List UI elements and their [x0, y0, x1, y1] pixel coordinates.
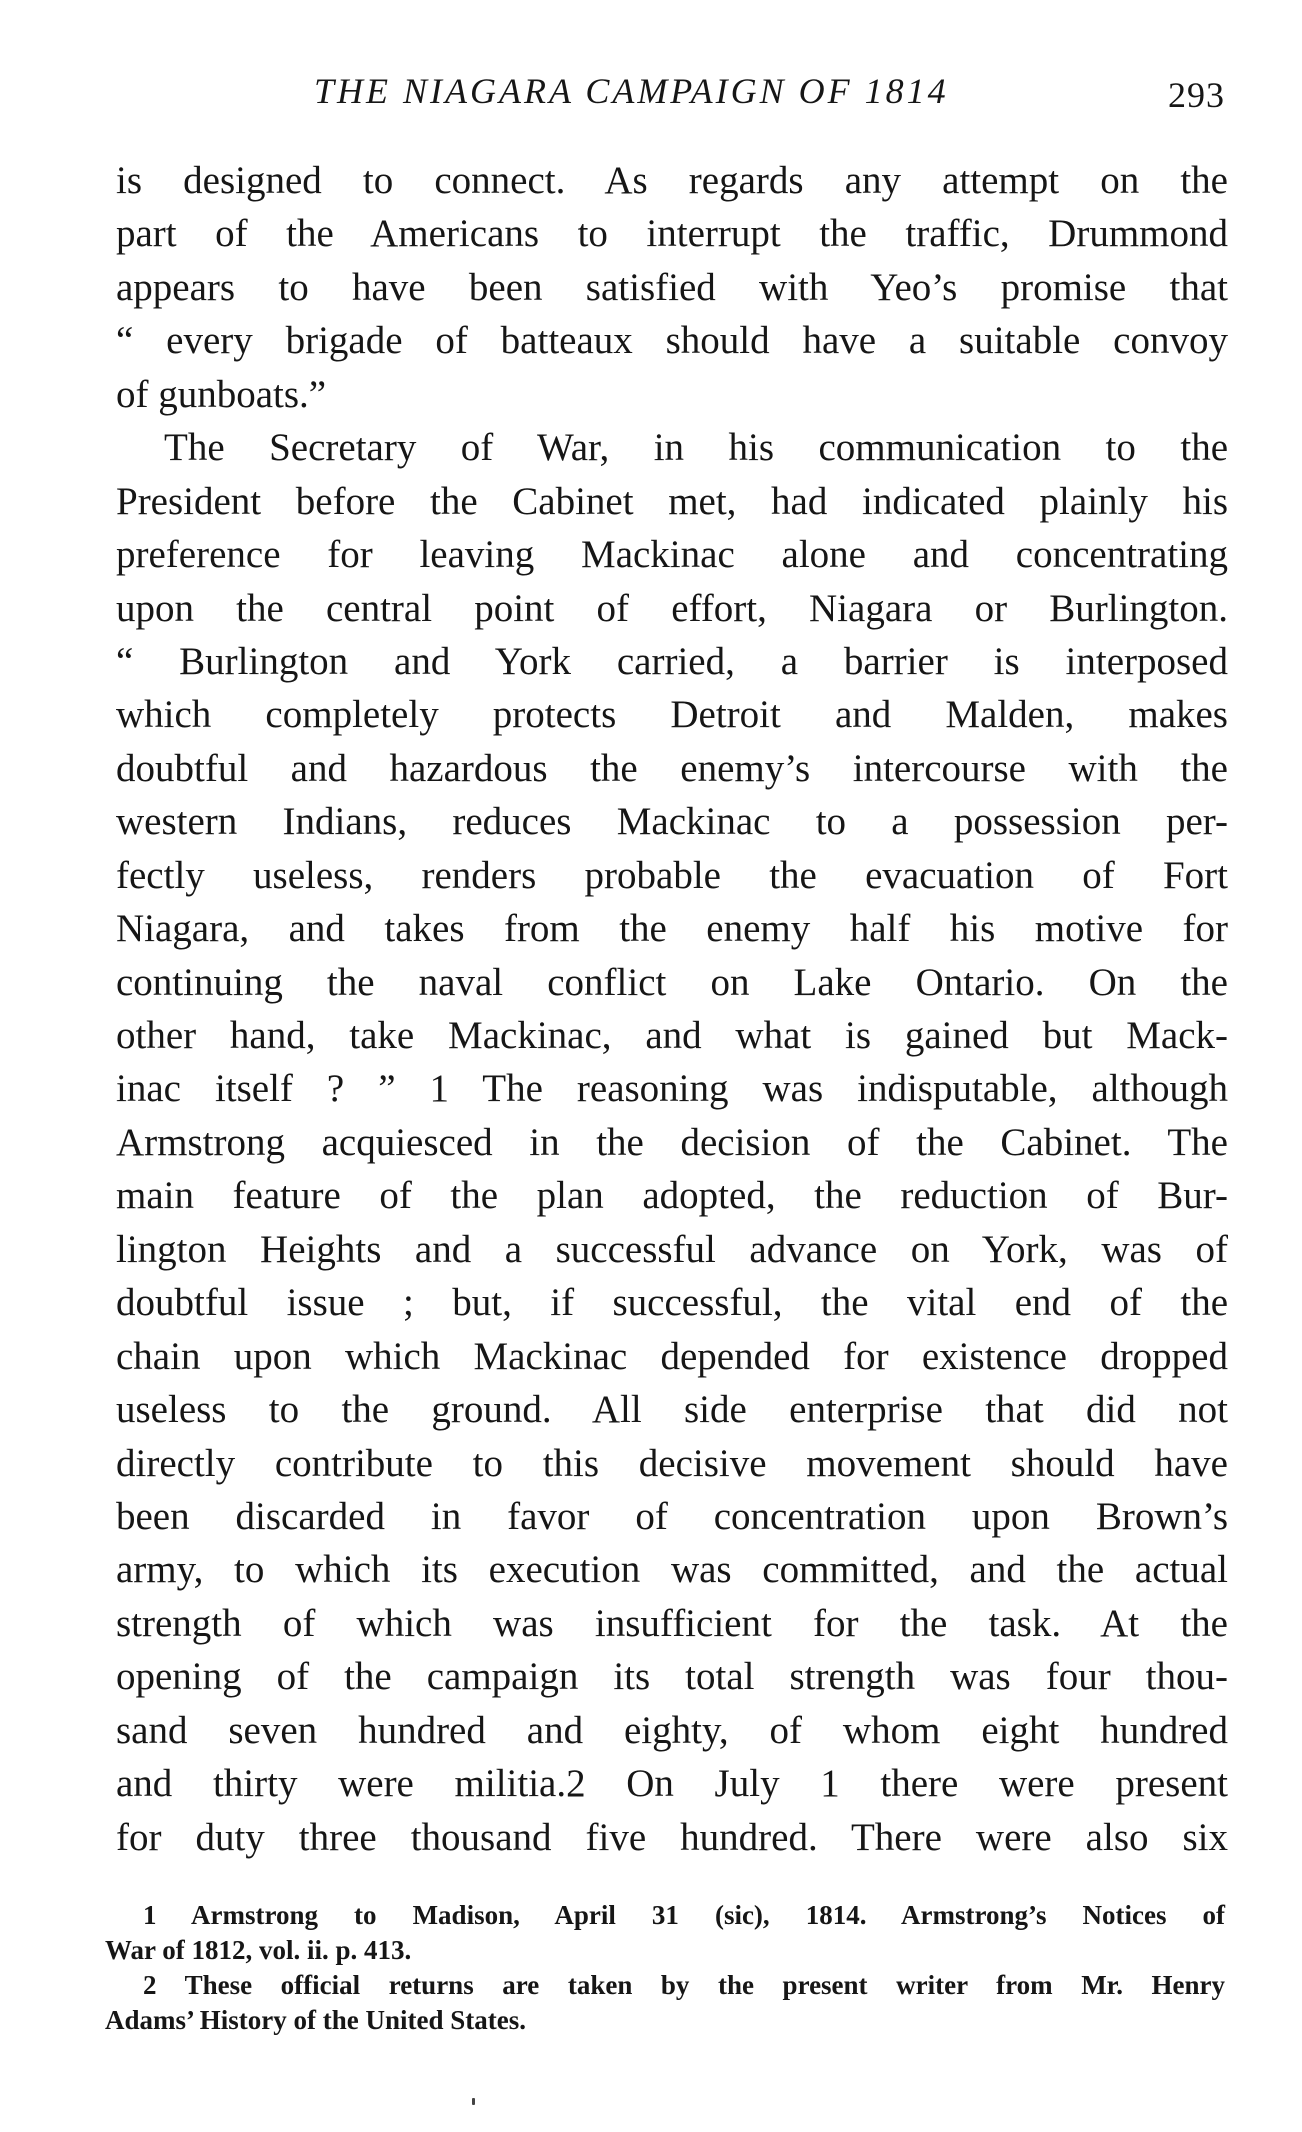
text-line: is designed to connect. As regards any attempt on the — [116, 159, 1228, 202]
text-line: chain upon which Mackinac depended for existence dropped — [116, 1334, 1228, 1378]
text-line: doubtful issue ; but, if successful, the vital end of the — [116, 1281, 1228, 1325]
scan-speck-mark — [472, 2098, 475, 2105]
footnotes — [105, 1898, 1225, 2038]
text-line: part of the Americans to interrupt the traffic, Drummond — [116, 212, 1228, 256]
text-line: “ every brigade of batteaux should have a suitable convoy — [116, 319, 1228, 363]
text-line: Niagara, and takes from the enemy half his motive for — [116, 907, 1228, 951]
text-line: directly contribute to this decisive movement should have — [116, 1441, 1228, 1485]
text-line: which completely protects Detroit and Malden, makes — [116, 693, 1228, 737]
footnote-1: 1 Armstrong to Madison, April 31 (sic), 1814. Armstrong’s Notices of — [143, 1900, 1225, 1930]
footnote-1-continued: War of 1812, vol. ii. p. 413. — [105, 1935, 412, 1965]
text-line: useless to the ground. All side enterprise that did not — [116, 1388, 1228, 1432]
text-line: President before the Cabinet met, had indicated plainly his — [116, 479, 1228, 523]
text-line: preference for leaving Mackinac alone and concentrating — [116, 533, 1228, 577]
running-title: THE NIAGARA CAMPAIGN OF 1814 — [314, 71, 949, 111]
text-line: sand seven hundred and eighty, of whom eight hundred — [116, 1708, 1228, 1752]
text-line: strength of which was insufficient for the task. At the — [116, 1601, 1228, 1645]
text-line: main feature of the plan adopted, the reduction of Bur- — [116, 1174, 1228, 1218]
text-line: continuing the naval conflict on Lake Ontario. On the — [116, 960, 1228, 1004]
footnote-2: 2 These official returns are taken by the present writer from Mr. Henry — [143, 1970, 1225, 2000]
text-line: other hand, take Mackinac, and what is gained but Mack- — [116, 1014, 1228, 1057]
text-line: upon the central point of effort, Niagara or Burlington. — [116, 586, 1228, 630]
text-line: inac itself ? ” 1 The reasoning was indisputable, although — [116, 1067, 1228, 1111]
text-line: “ Burlington and York carried, a barrier is interposed — [116, 639, 1228, 683]
footnote-2-continued: Adams’ History of the United States. — [105, 2005, 526, 2035]
text-line: appears to have been satisfied with Yeo’s promise that — [116, 265, 1228, 309]
page-number: 293 — [1168, 75, 1225, 115]
text-line: been discarded in favor of concentration upon Brown’s — [116, 1494, 1228, 1538]
text-line: and thirty were militia.2 On July 1 there were present — [116, 1762, 1228, 1806]
text-line: western Indians, reduces Mackinac to a possession per- — [116, 800, 1228, 844]
text-line: The Secretary of War, in his communication to the — [164, 426, 1228, 470]
text-line: of gunboats.” — [116, 372, 327, 416]
text-line: Armstrong acquiesced in the decision of the Cabinet. The — [116, 1120, 1228, 1164]
text-line: army, to which its execution was committed, and the actual — [116, 1548, 1228, 1592]
text-line: doubtful and hazardous the enemy’s intercourse with the — [116, 746, 1228, 790]
text-line: lington Heights and a successful advance on York, was of — [116, 1227, 1228, 1271]
text-line: fectly useless, renders probable the evacuation of Fort — [116, 853, 1228, 897]
running-head — [110, 70, 1225, 130]
body-text — [116, 154, 1228, 1864]
text-line: opening of the campaign its total strength was four thou- — [116, 1655, 1228, 1699]
text-line: for duty three thousand five hundred. There were also six — [116, 1815, 1228, 1859]
